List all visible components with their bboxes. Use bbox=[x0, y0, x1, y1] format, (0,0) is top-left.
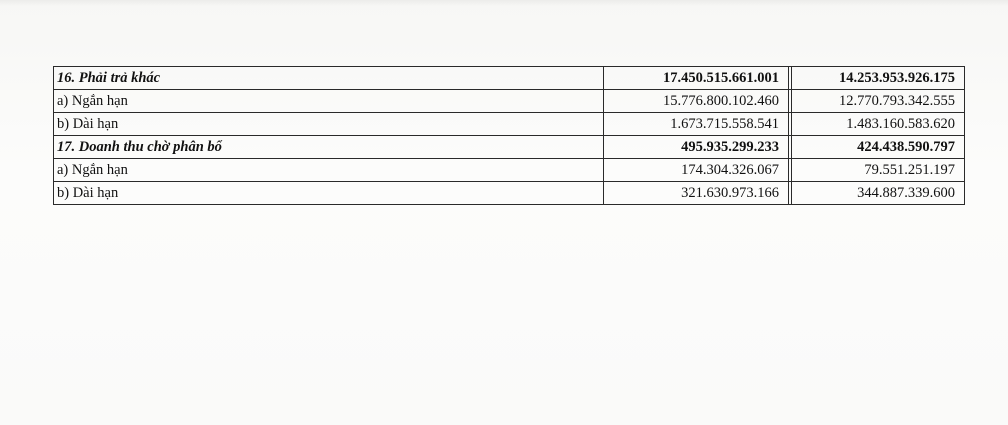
current-period-value: 174.304.326.067 bbox=[604, 159, 789, 182]
prior-period-value: 424.438.590.797 bbox=[792, 136, 965, 159]
table-row-unearned-revenue-long-term bbox=[54, 182, 965, 205]
current-period-value: 321.630.973.166 bbox=[604, 182, 789, 205]
prior-period-value: 1.483.160.583.620 bbox=[792, 113, 965, 136]
prior-period-value: 12.770.793.342.555 bbox=[792, 90, 965, 113]
prior-period-value: 14.253.953.926.175 bbox=[792, 67, 965, 90]
current-period-value: 495.935.299.233 bbox=[604, 136, 789, 159]
table-row-unearned-revenue bbox=[54, 136, 965, 159]
prior-period-value: 79.551.251.197 bbox=[792, 159, 965, 182]
row-label: 17. Doanh thu chờ phân bổ bbox=[54, 136, 604, 159]
financial-notes-table bbox=[53, 66, 965, 205]
row-label: 16. Phải trả khác bbox=[54, 67, 604, 90]
scan-edge-shading bbox=[0, 0, 1008, 6]
prior-period-value: 344.887.339.600 bbox=[792, 182, 965, 205]
row-label: b) Dài hạn bbox=[54, 113, 604, 136]
row-label: a) Ngắn hạn bbox=[54, 90, 604, 113]
row-label: a) Ngắn hạn bbox=[54, 159, 604, 182]
table-row-unearned-revenue-short-term bbox=[54, 159, 965, 182]
table-row-other-payables-long-term bbox=[54, 113, 965, 136]
table-row-other-payables bbox=[54, 67, 965, 90]
row-label: b) Dài hạn bbox=[54, 182, 604, 205]
current-period-value: 17.450.515.661.001 bbox=[604, 67, 789, 90]
current-period-value: 1.673.715.558.541 bbox=[604, 113, 789, 136]
table-row-other-payables-short-term bbox=[54, 90, 965, 113]
current-period-value: 15.776.800.102.460 bbox=[604, 90, 789, 113]
